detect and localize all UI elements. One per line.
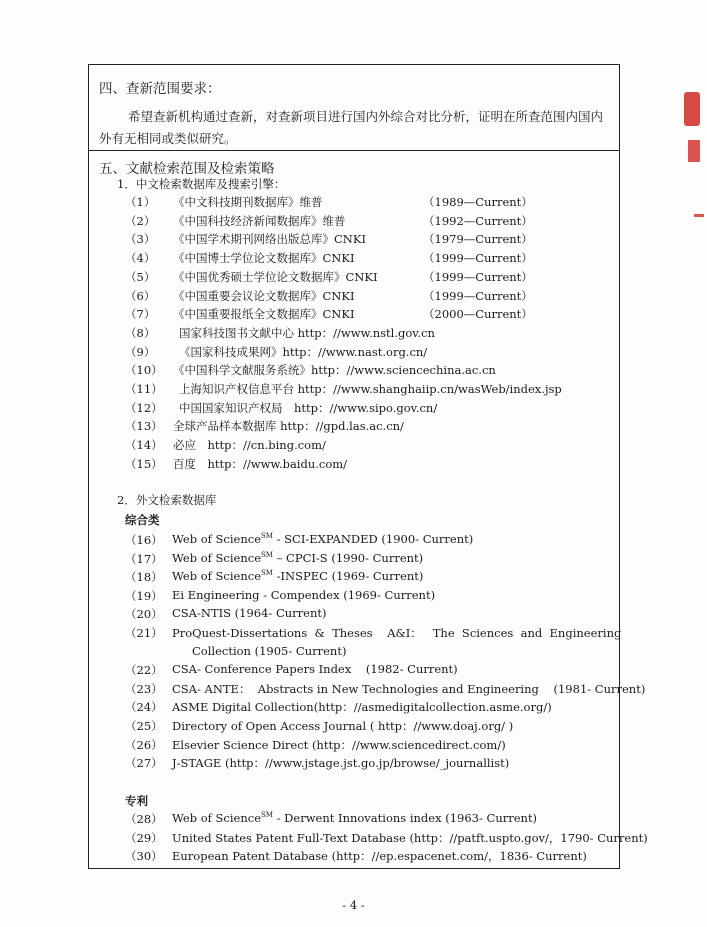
db-name-suffix: – CPCI-S (1990- Current) — [272, 550, 424, 565]
list-item — [89, 569, 609, 586]
item-number: （9） — [125, 344, 156, 359]
db-name-suffix: - Derwent Innovations index (1963- Current) — [272, 811, 538, 825]
item-number: （8） — [125, 325, 156, 340]
db-name: 全球产品样本数据库 http：//gpd.las.ac.cn/ — [173, 419, 404, 434]
item-number: （5） — [125, 269, 156, 284]
db-name: 《中国科技经济新闻数据库》维普 — [173, 213, 346, 228]
list-item — [89, 699, 609, 716]
item-number: （17） — [125, 551, 163, 566]
item-number: （27） — [125, 756, 163, 771]
item-number: （11） — [125, 382, 163, 396]
section4-para-line2: 外有无相同或类似研究。 — [99, 131, 237, 146]
list-item — [89, 437, 609, 454]
db-name-suffix: -INSPEC (1969- Current) — [272, 569, 424, 584]
item-number: （7） — [125, 307, 156, 322]
list-item — [89, 400, 609, 417]
item-number: （6） — [125, 288, 156, 303]
service-mark: SM — [261, 569, 273, 578]
db-name — [172, 606, 327, 620]
list-item — [89, 456, 609, 473]
item-number: （10） — [125, 363, 163, 378]
db-name — [192, 644, 346, 658]
db-name — [172, 830, 648, 846]
list-item — [89, 194, 609, 211]
db-years: （1999—Current） — [423, 269, 533, 284]
db-years: （1999—Current） — [423, 288, 533, 303]
list-item — [89, 325, 609, 342]
item-number: （3） — [125, 232, 156, 247]
chinese-db-subheading: 1．中文检索数据库及搜索引擎： — [117, 177, 286, 191]
item-number: （24） — [125, 700, 163, 715]
db-name: 国家科技图书文献中心 http：//www.nstl.gov.cn — [179, 325, 435, 340]
item-number: （30） — [125, 849, 163, 864]
item-number: （12） — [125, 400, 163, 415]
list-item — [89, 811, 609, 828]
list-item — [89, 288, 609, 305]
db-name: 上海知识产权信息平台 http：//www.shanghaiip.cn/wasWeb/index.jsp — [179, 382, 562, 396]
db-name-text: Web of Science — [172, 569, 261, 584]
list-item — [89, 830, 648, 847]
item-number: （4） — [125, 251, 156, 266]
list-item — [89, 848, 609, 865]
db-years: （1999—Current） — [423, 251, 533, 266]
section4-heading: 四、查新范围要求： — [99, 81, 221, 97]
item-number: （1） — [125, 195, 156, 209]
item-number: （26） — [125, 737, 163, 752]
db-name: 《中国博士学位论文数据库》CNKI — [173, 251, 355, 266]
db-name-text: Elsevier Science Direct (http：//www.sciencedirect.com/) — [172, 737, 506, 752]
db-name-text: European Patent Database (http：//ep.espacenet.com/，1836- Current) — [172, 849, 587, 864]
section4-para-line1: 希望查新机构通过查新，对查新项目进行国内外综合对比分析，证明在所查范围内国内 — [128, 109, 604, 124]
db-name: 《国家科技成果网》http：//www.nast.org.cn/ — [179, 344, 428, 359]
item-number: （2） — [125, 213, 156, 228]
list-item — [89, 362, 609, 379]
category-general: 综合类 — [125, 513, 160, 527]
service-mark: SM — [261, 550, 273, 559]
db-name-text: Directory of Open Access Journal ( http：//www.doaj.org/ ) — [172, 719, 514, 733]
item-number: （25） — [125, 719, 163, 733]
db-years: （1989—Current） — [423, 195, 533, 209]
list-item — [89, 625, 622, 642]
page-number: - 4 - — [342, 898, 365, 912]
db-name-text: ASME Digital Collection(http：//asmedigitalcollection.asme.org/) — [172, 700, 552, 715]
db-name — [172, 569, 423, 583]
list-item — [89, 344, 609, 361]
db-name — [172, 532, 473, 546]
db-name-text: CSA- Conference Papers Index (1982- Current) — [172, 662, 458, 677]
list-item — [89, 718, 609, 735]
list-item — [89, 588, 609, 605]
item-number: （14） — [125, 438, 163, 453]
db-name-text: Web of Science — [172, 532, 261, 546]
list-item — [89, 231, 609, 248]
item-number: （15） — [125, 456, 163, 471]
list-item — [89, 644, 609, 661]
db-name-text: ProQuest-Dissertations & Theses A&I： The Sciences and Engineering — [172, 626, 622, 640]
db-name-text: United States Patent Full-Text Database (http：//patft.uspto.gov/，1790- Current) — [172, 830, 648, 845]
foreign-db-subheading: 2．外文检索数据库 — [117, 493, 217, 507]
list-item — [89, 681, 646, 698]
db-name — [172, 551, 423, 565]
db-name — [172, 625, 621, 641]
db-years: （2000—Current） — [423, 307, 533, 322]
db-years: （1992—Current） — [423, 213, 533, 228]
db-name — [172, 737, 506, 753]
service-mark: SM — [261, 532, 273, 541]
db-name-text: J-STAGE (http：//www.jstage.jst.go.jp/browse/_journallist) — [172, 756, 510, 771]
db-name — [172, 811, 537, 825]
db-name-text: Web of Science — [172, 811, 261, 825]
document-frame — [88, 64, 648, 869]
list-item — [89, 755, 609, 772]
db-name — [172, 681, 645, 697]
db-name — [172, 588, 435, 602]
list-item — [89, 213, 609, 230]
item-number: （19） — [125, 588, 163, 603]
list-item — [89, 418, 609, 435]
db-name: 《中国学术期刊网络出版总库》CNKI — [173, 232, 366, 247]
db-name: 《中国科学文献服务系统》http：//www.sciencechina.ac.cn — [173, 363, 496, 378]
service-mark: SM — [261, 811, 273, 820]
item-number: （23） — [125, 681, 163, 696]
seal-stamp-fragment — [688, 140, 700, 162]
db-name-text: Collection (1905- Current) — [192, 643, 347, 658]
list-item — [89, 381, 609, 398]
db-years: （1979—Current） — [423, 232, 533, 247]
db-name — [172, 699, 552, 715]
item-number: （22） — [125, 663, 163, 678]
db-name: 《中国重要会议论文数据库》CNKI — [173, 288, 355, 303]
db-name: 必应 http：//cn.bing.com/ — [173, 438, 326, 453]
seal-stamp-fragment — [694, 214, 704, 217]
list-item — [89, 532, 609, 549]
category-patent: 专利 — [125, 794, 148, 808]
db-name — [172, 718, 513, 734]
db-name: 《中文科技期刊数据库》维普 — [173, 195, 323, 209]
db-name: 《中国重要报纸全文数据库》CNKI — [173, 307, 355, 322]
list-item — [89, 737, 609, 754]
db-name: 中国国家知识产权局 http：//www.sipo.gov.cn/ — [179, 400, 438, 415]
item-number: （29） — [125, 830, 163, 845]
list-item — [89, 551, 609, 568]
db-name: 《中国优秀硕士学位论文数据库》CNKI — [173, 269, 378, 284]
db-name: 百度 http：//www.baidu.com/ — [173, 456, 348, 471]
db-name-text: CSA-NTIS (1964- Current) — [172, 606, 327, 621]
item-number: （13） — [125, 419, 163, 434]
db-name-suffix: - SCI-EXPANDED (1900- Current) — [272, 532, 474, 546]
db-name-text: CSA- ANTE： Abstracts in New Technologies and Engineering (1981- Current) — [172, 681, 646, 696]
section-divider — [89, 150, 619, 151]
list-item — [89, 662, 609, 679]
seal-stamp-fragment — [684, 92, 700, 126]
db-name — [172, 662, 458, 676]
list-item — [89, 306, 609, 323]
item-number: （18） — [125, 570, 163, 585]
db-name — [172, 848, 587, 864]
item-number: （20） — [125, 607, 163, 622]
list-item — [89, 606, 609, 623]
db-name — [172, 755, 509, 771]
item-number: （28） — [125, 812, 163, 826]
section5-heading: 五、文献检索范围及检索策略 — [99, 161, 275, 177]
item-number: （21） — [125, 626, 163, 640]
db-name-text: Web of Science — [172, 550, 261, 565]
list-item — [89, 250, 609, 267]
db-name-text: Ei Engineering - Compendex (1969- Current) — [172, 587, 436, 602]
list-item — [89, 269, 609, 286]
item-number: （16） — [125, 533, 163, 547]
